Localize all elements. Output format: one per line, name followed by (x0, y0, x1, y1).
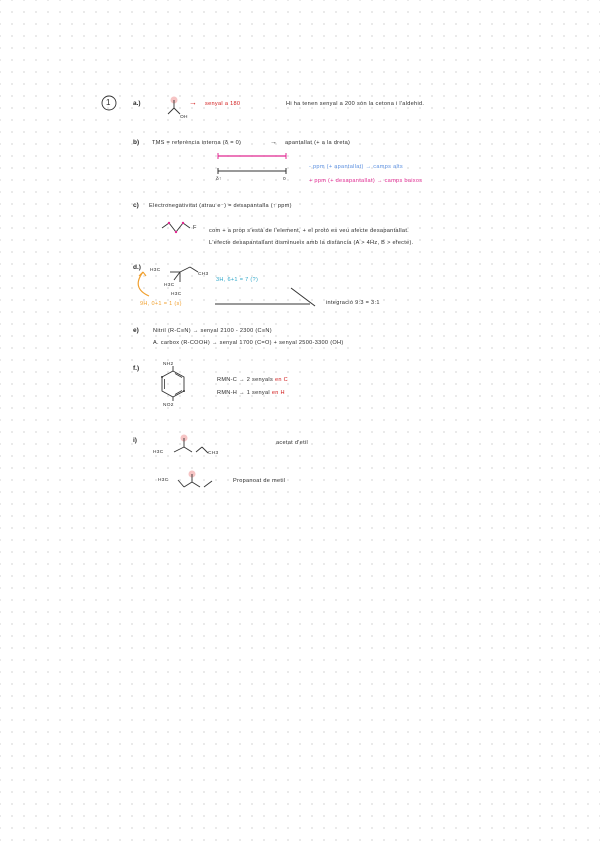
ppm-minus-line: - ppm (+ apantallat) → camps alts (309, 164, 403, 170)
nitril-line: Nitril (R-C≡N) → senyal 2100 - 2300 (C≡N) (153, 328, 272, 334)
section-b-label: b) (133, 139, 140, 146)
rmn-c-line (217, 377, 288, 383)
electronegativitat-text: Electronegativitat (atrau e⁻) = desapantalla (↑ ppm) (149, 203, 292, 209)
ch3-i: CH3 (208, 451, 219, 456)
ppm-scale (218, 152, 298, 180)
zigzag-chain-c (160, 218, 210, 242)
arrow-b: → (270, 139, 278, 146)
h3c-d-1: H3C (150, 268, 161, 273)
section-e-label: e) (133, 327, 139, 334)
ppm-plus-line: + ppm (+ desapantallat) → camps baixos (309, 178, 423, 184)
fluor-label: F (193, 225, 197, 231)
desapantallat-line-1: com + a prop s'està de l'element, + el protó es veu afecte desapantallat. (209, 228, 410, 234)
item-number-circle (101, 95, 121, 115)
desapantallat-line-2: L'efecte desapantallant disminueix amb la distància (A > 4Hz, B > efecte). (209, 240, 414, 246)
section-c-label: c) (133, 202, 139, 209)
arrow-a: → (189, 98, 198, 107)
h3c-d-3: H3C (171, 292, 182, 297)
item-number: 1 (106, 98, 111, 107)
rmn-h-text: RMN-H → 1 senyal (217, 390, 270, 396)
section-a-label: a.) (133, 100, 141, 107)
h3c-d-2: H3C (164, 283, 175, 288)
propanoat-name: Propanoat de metil (233, 478, 286, 484)
h3c-i-2: H3C (158, 478, 169, 483)
rmn-c-text: RMN-C → 2 senyals (217, 377, 274, 383)
rmn-h-line (217, 390, 285, 396)
note-a: Hi ha tenen senyal a 200 són la cetona i l'aldehid. (286, 101, 425, 107)
h3c-i-1: H3C (153, 450, 164, 455)
rmn-h-colored: en H (271, 390, 285, 396)
axis-left: δ↑ (216, 177, 222, 182)
teal-annotation-d: 3H, 6+1 = 7 (?) (216, 277, 259, 283)
orange-annotation-d: 9H, 0+1 = 1 (s) (140, 301, 182, 307)
orange-arc (133, 270, 173, 300)
ester-structure-2 (170, 470, 220, 500)
oh-label-a: OH (180, 115, 188, 120)
section-f-label: f.) (133, 365, 140, 372)
acetat-name: acetat d'etil (276, 440, 309, 446)
integration-text: integració 9:3 = 3:1 (326, 300, 380, 306)
ch3-d: CH3 (198, 272, 209, 277)
ester-structure-1 (166, 433, 216, 463)
senyal-180: senyal a 180 (205, 101, 241, 107)
nh2-label: NH2 (163, 362, 174, 367)
section-i-label: i) (133, 437, 137, 444)
apantallat-text: apantallat (+ a la dreta) (285, 140, 351, 146)
section-d-label: d.) (133, 264, 141, 271)
carbox-line: A. carbox (R-COOH) → senyal 1700 (C=O) + senyal 2500-3300 (OH) (153, 340, 344, 346)
no2-label: NO2 (163, 403, 174, 408)
integration-peaks (215, 286, 325, 311)
axis-right: 0 (283, 177, 286, 182)
benzene-ring-f (153, 366, 193, 406)
tms-text: TMS = referència interna (δ = 0) (152, 140, 242, 146)
rmn-c-colored: en C (274, 377, 288, 383)
